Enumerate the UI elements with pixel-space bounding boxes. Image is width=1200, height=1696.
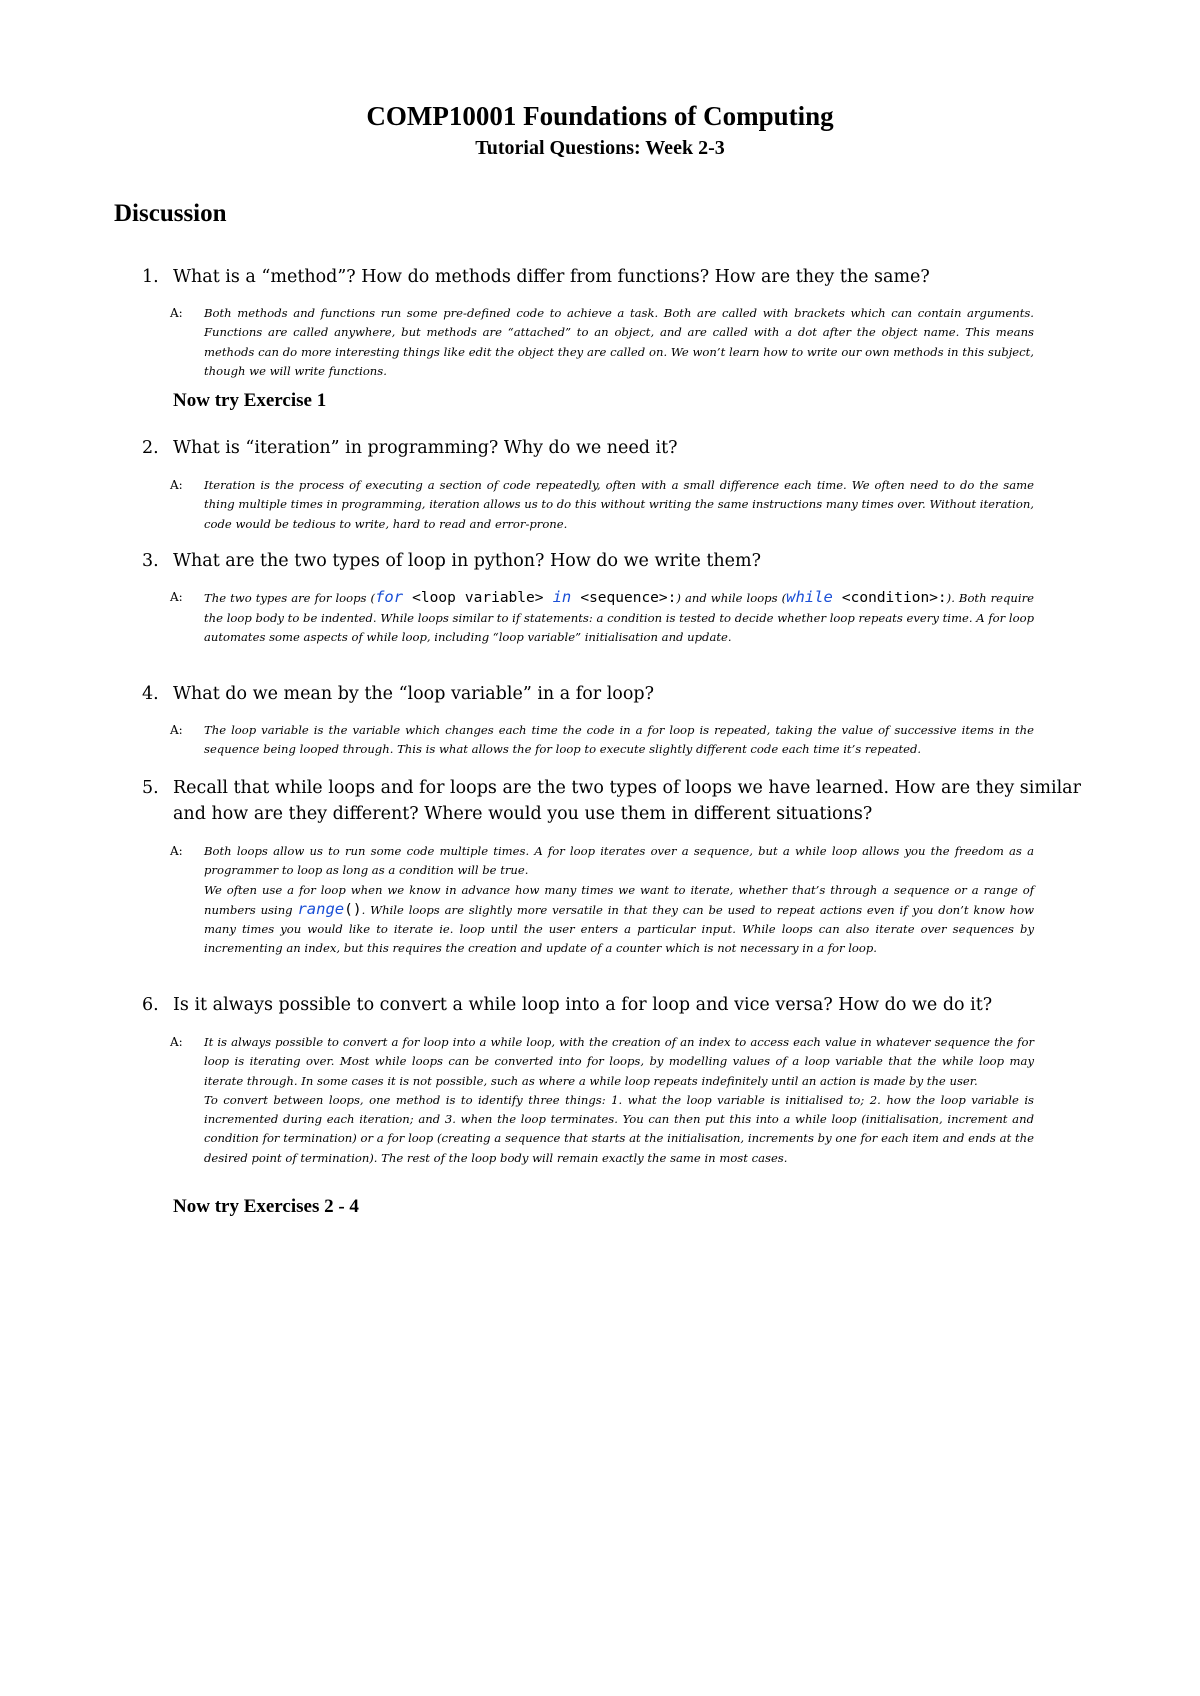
answer-1: [170, 304, 1034, 381]
question-text: Recall that while loops and for loops are the two types of loops we have learned. How are they similar and how are they different? Where would you use them in different situations?: [173, 778, 1081, 824]
question-number: 2.: [142, 438, 159, 458]
answer-text: Both methods and functions run some pre-defined code to achieve a task. Both are called with brackets which can contain arguments. Functions are called anywhere, but methods are “attached” to an object, and are called with a dot after the object name. This means methods can do more interesting things like edit the object they are called on. We won’t learn how to write our own methods in this subject, though we will write functions.: [204, 306, 1034, 378]
code-condition: <condition>:: [832, 590, 947, 606]
code-keyword-for: for: [375, 588, 404, 606]
answer-label: A:: [170, 723, 183, 737]
answer-text: The loop variable is the variable which changes each time the code in a for loop is repeated, taking the value of successive items in the sequence being looped through. This is what allows the for loop to execute slightly different code each time it’s repeated.: [204, 723, 1034, 757]
exercise-prompt-1: Now try Exercise 1: [173, 390, 327, 411]
question-number: 3.: [142, 551, 159, 571]
answer-text-part: ) and while loops (: [676, 591, 787, 605]
answer-paragraph: Both loops allow us to run some code multiple times. A for loop iterates over a sequence, but a while loop allows you the freedom as a programmer to loop as long as a condition will be true.: [204, 844, 1034, 878]
answer-label: A:: [170, 590, 183, 604]
answer-text: [204, 1033, 1034, 1168]
code-sequence: <sequence>:: [571, 590, 677, 606]
question-1: [142, 264, 1102, 290]
question-6: [142, 992, 1102, 1018]
answer-text-part: We often use a for loop when we know in advance how many times we want to iterate, whether that’s through a sequence or a range of numbers using: [204, 882, 1034, 917]
answer-paragraph: [204, 881, 1034, 959]
question-number: 1.: [142, 267, 159, 287]
answer-label: A:: [170, 306, 183, 320]
code-keyword-while: while: [786, 588, 833, 606]
answer-text: [204, 588, 1034, 648]
code-keyword-in: in: [552, 588, 572, 606]
answer-label: A:: [170, 844, 183, 858]
answer-text-part: . While loops are slightly more versatile in that they can be used to repeat actions even if you don’t know how many times you would like to iterate ie. loop until the user enters a particular input. While loops can also iterate over sequences by incrementing an index, but this requires the creation and update of a counter which is not necessary in a for loop.: [204, 902, 1034, 956]
question-text: What is “iteration” in programming? Why do we need it?: [173, 438, 678, 458]
document-title: COMP10001 Foundations of Computing: [366, 101, 834, 131]
question-3: [142, 548, 1102, 574]
answer-6: [170, 1033, 1034, 1168]
question-4: [142, 681, 1102, 707]
answer-2: [170, 476, 1034, 534]
question-number: 5.: [142, 778, 159, 798]
answer-3: [170, 588, 1034, 648]
code-loop-variable: <loop variable>: [403, 590, 553, 606]
question-text: Is it always possible to convert a while loop into a for loop and vice versa? How do we do it?: [173, 995, 993, 1015]
question-text: What is a “method”? How do methods differ from functions? How are they the same?: [173, 267, 930, 287]
answer-text: [204, 842, 1034, 959]
code-function-range: range: [297, 899, 345, 918]
answer-4: [170, 721, 1034, 760]
question-5: [142, 775, 1102, 827]
question-text: What do we mean by the “loop variable” in a for loop?: [173, 684, 654, 704]
answer-label: A:: [170, 478, 183, 492]
question-2: [142, 435, 1102, 461]
code-parentheses: (): [344, 901, 362, 918]
question-text: What are the two types of loop in python? How do we write them?: [173, 551, 762, 571]
answer-paragraph: To convert between loops, one method is to identify three things: 1. what the loop variable is initialised to; 2. how the loop variable is incremented during each iteration; and 3. when the loop terminates. You can then put this into a while loop (initialisation, increment and condition for termination) or a for loop (creating a sequence that starts at the initialisation, increments by one for each item and ends at the desired point of termination). The rest of the loop body will remain exactly the same in most cases.: [204, 1092, 1034, 1165]
answer-text: Iteration is the process of executing a section of code repeatedly, often with a small difference each time. We often need to do the same thing multiple times in programming, iteration allows us to do this without writing the same instructions many times over. Without iteration, code would be tedious to write, hard to read and error-prone.: [204, 478, 1034, 531]
exercise-prompt-2: Now try Exercises 2 - 4: [173, 1196, 359, 1217]
document-subtitle: Tutorial Questions: Week 2-3: [475, 137, 725, 159]
question-number: 6.: [142, 995, 159, 1015]
section-heading-discussion: Discussion: [114, 200, 227, 227]
answer-text-part: ). Both require the loop body to be indented. While loops similar to if statements: a condition is tested to decide whether loop repeats every time. A for loop automates some aspects of while loop, including “loop variable” initialisation and update.: [204, 591, 1035, 645]
answer-text-part: The two types are for loops (: [204, 591, 376, 605]
answer-label: A:: [170, 1035, 183, 1049]
question-number: 4.: [142, 684, 159, 704]
answer-5: [170, 842, 1034, 959]
answer-paragraph: It is always possible to convert a for loop into a while loop, with the creation of an index to access each value in whatever sequence the for loop is iterating over. Most while loops can be converted into for loops, by modelling values of a loop variable that the while loop may iterate through. In some cases it is not possible, such as where a while loop repeats indefinitely until an action is made by the user.: [204, 1035, 1034, 1088]
